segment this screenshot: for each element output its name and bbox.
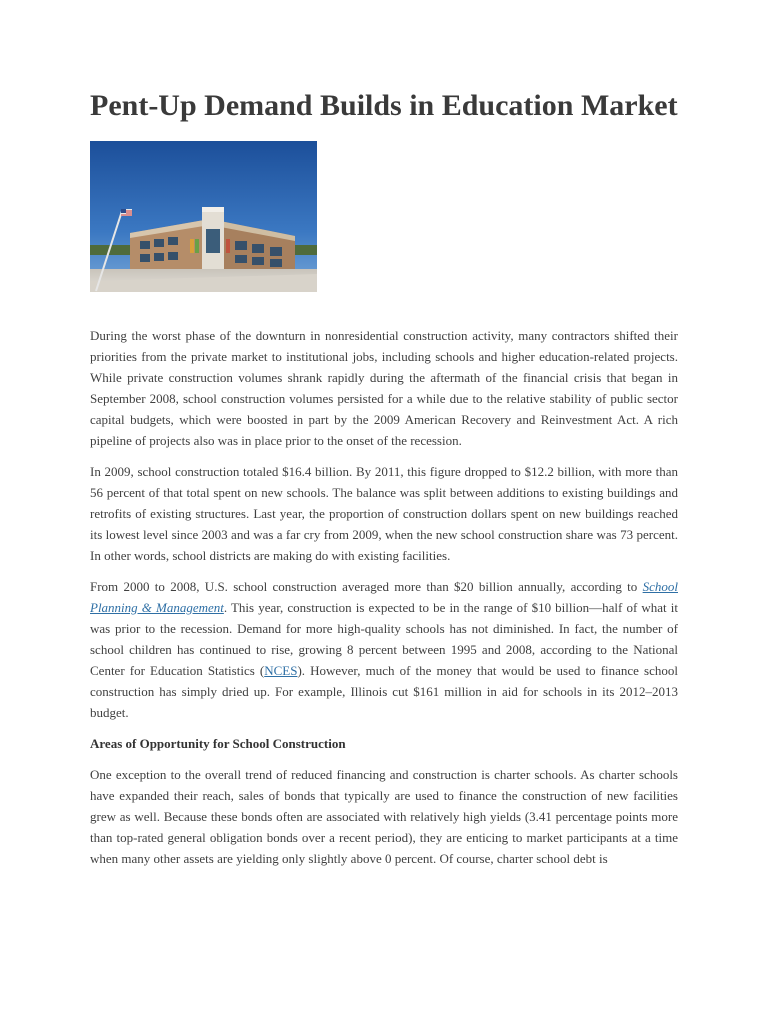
nces-link[interactable]: NCES: [264, 663, 298, 678]
article-title: Pent-Up Demand Builds in Education Market: [90, 89, 678, 122]
article: [90, 88, 678, 879]
paragraph-2: In 2009, school construction totaled $16.4 billion. By 2011, this figure dropped to $12.2 billion, with more than 56 percent of that total spent on new schools. The balance was split between additions to existing buildings and retrofits of existing structures. Last year, the proportion of construction dollars spent on new buildings reached its lowest level since 2003 and was a far cry from 2009, when the new school construction share was 73 percent. In other words, school districts are making do with existing facilities.: [90, 464, 678, 563]
paragraph-3: [90, 576, 678, 723]
paragraph-3-text-a: From 2000 to 2008, U.S. school construction averaged more than $20 billion annually, according to: [90, 579, 643, 594]
section-subheading: Areas of Opportunity for School Construction: [90, 736, 346, 751]
school-planning-management-link[interactable]: School Planning & Management: [90, 579, 678, 615]
paragraph-1: During the worst phase of the downturn in nonresidential construction activity, many contractors shifted their priorities from the private market to institutional jobs, including schools and higher education-related projects. While private construction volumes shrank rapidly during the aftermath of the financial crisis that began in September 2008, school construction volumes persisted for a while due to the relative stability of public sector capital budgets, which were boosted in part by the 2009 American Recovery and Reinvestment Act. A rich pipeline of projects also was in place prior to the onset of the recession.: [90, 328, 678, 448]
paragraph-3-text-c: ). However, much of the money that would be used to finance school construction has simply dried up. For example, Illinois cut $161 million in aid for schools in its 2012–2013 budget.: [90, 663, 678, 720]
article-body: [90, 325, 678, 869]
paragraph-3-text-b: . This year, construction is expected to be in the range of $10 billion—half of what it was prior to the recession. Demand for more high-quality schools has not diminished. In fact, the number of school children has continued to rise, growing 8 percent between 1995 and 2008, according to the National Center for Education Statistics (: [90, 600, 678, 678]
paragraph-4: One exception to the overall trend of reduced financing and construction is charter schools. As charter schools have expanded their reach, sales of bonds that typically are used to finance the construction of new facilities grew as well. Because these bonds often are associated with relatively high yields (3.41 percentage points more than top-rated general obligation bonds over a recent period), they are enticing to market participants at a time when many other assets are yielding only slightly above 0 percent. Of course, charter school debt is: [90, 767, 678, 866]
school-building-photo: [90, 141, 317, 292]
